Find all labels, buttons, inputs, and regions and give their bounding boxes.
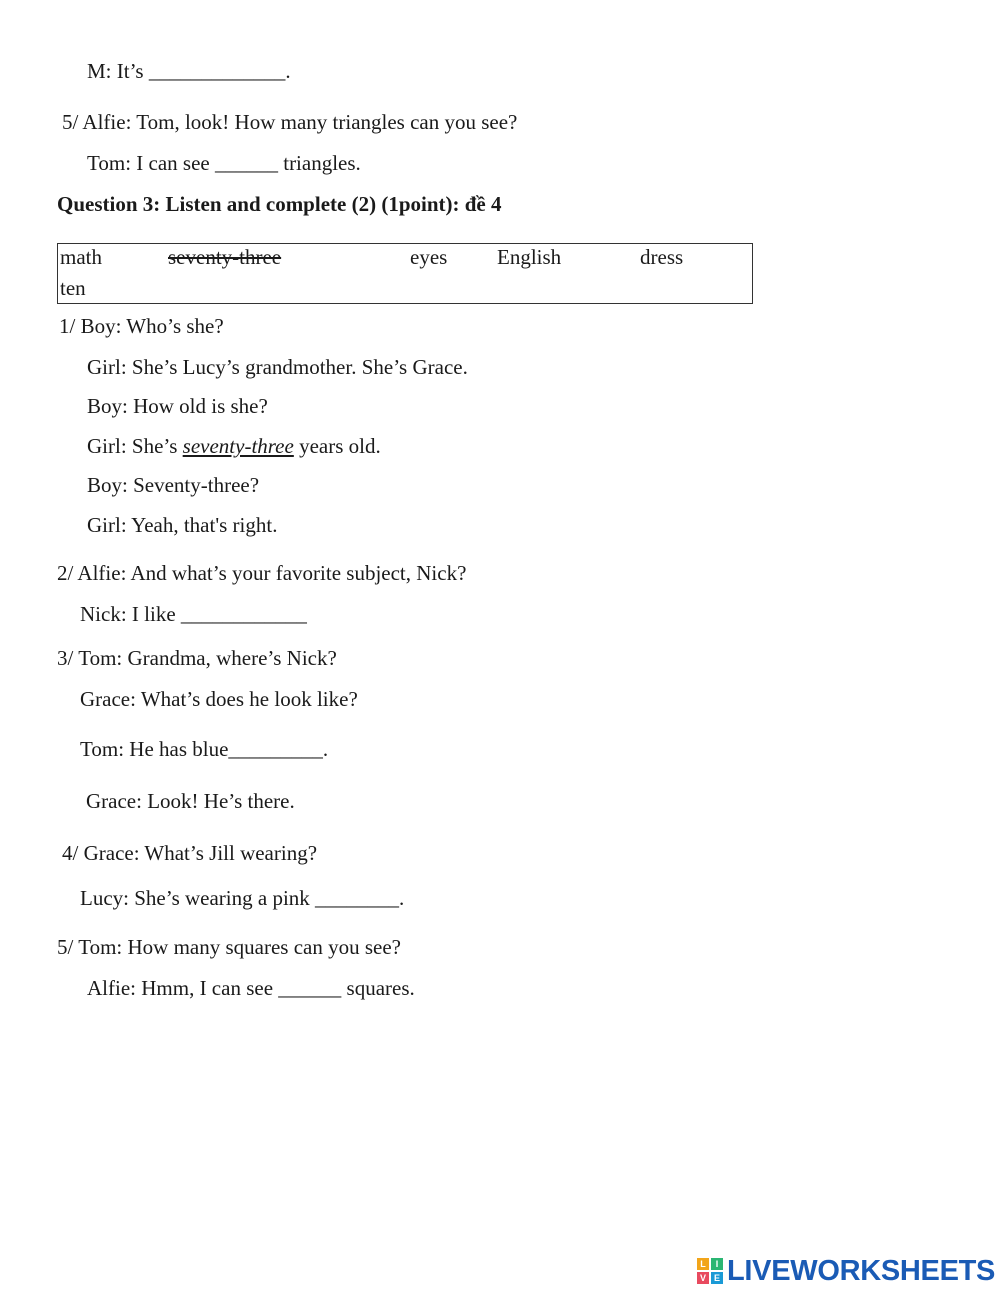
item1-line4-prefix: Girl: She’s [87,434,183,458]
word-english: English [497,245,562,269]
item1-line3: Boy: How old is she? [87,394,268,418]
liveworksheets-brand: LIVEWORKSHEETS [727,1254,996,1287]
word-math: math [60,245,102,269]
item1-line4-suffix: years old. [293,434,381,458]
item1-line1: 1/ Boy: Who’s she? [59,314,224,338]
item1-line6: Girl: Yeah, that's right. [87,513,278,537]
item1-line2: Girl: She’s Lucy’s grandmother. She’s Grace. [87,355,468,379]
word-seventy-three-used: seventy-three [168,245,282,269]
q2-item5-answer: Tom: I can see ______ triangles. [87,151,361,175]
item1-answer: seventy-three [182,434,294,458]
item3-line4: Grace: Look! He’s there. [86,789,295,813]
item3-line2: Grace: What’s does he look like? [80,687,358,711]
item5-line1: 5/ Tom: How many squares can you see? [57,935,401,959]
question-3-heading: Question 3: Listen and complete (2) (1point): đề 4 [57,192,502,216]
item2-line1: 2/ Alfie: And what’s your favorite subject, Nick? [57,561,467,585]
mark-letter-e: E [711,1272,723,1284]
mark-letter-i: I [711,1258,723,1270]
q2-item5-question: 5/ Alfie: Tom, look! How many triangles can you see? [62,110,518,134]
mark-letter-l: L [697,1258,709,1270]
q2-line-m: M: It’s _____________. [87,59,291,83]
liveworksheets-logo [697,1251,995,1291]
mark-letter-v: V [697,1272,709,1284]
item4-line1: 4/ Grace: What’s Jill wearing? [62,841,318,865]
word-eyes: eyes [410,245,448,269]
word-dress: dress [640,245,684,269]
item2-line2[interactable]: Nick: I like ____________ [80,602,307,626]
item3-line1: 3/ Tom: Grandma, where’s Nick? [57,646,337,670]
word-box [57,243,753,304]
item4-line2[interactable]: Lucy: She’s wearing a pink ________. [80,886,405,910]
item3-line3[interactable]: Tom: He has blue_________. [80,737,329,761]
item5-line2[interactable]: Alfie: Hmm, I can see ______ squares. [87,976,415,1000]
word-ten: ten [60,276,86,300]
liveworksheets-mark-icon [697,1258,723,1284]
item1-line5: Boy: Seventy-three? [87,473,260,497]
item1-line4 [87,434,381,459]
